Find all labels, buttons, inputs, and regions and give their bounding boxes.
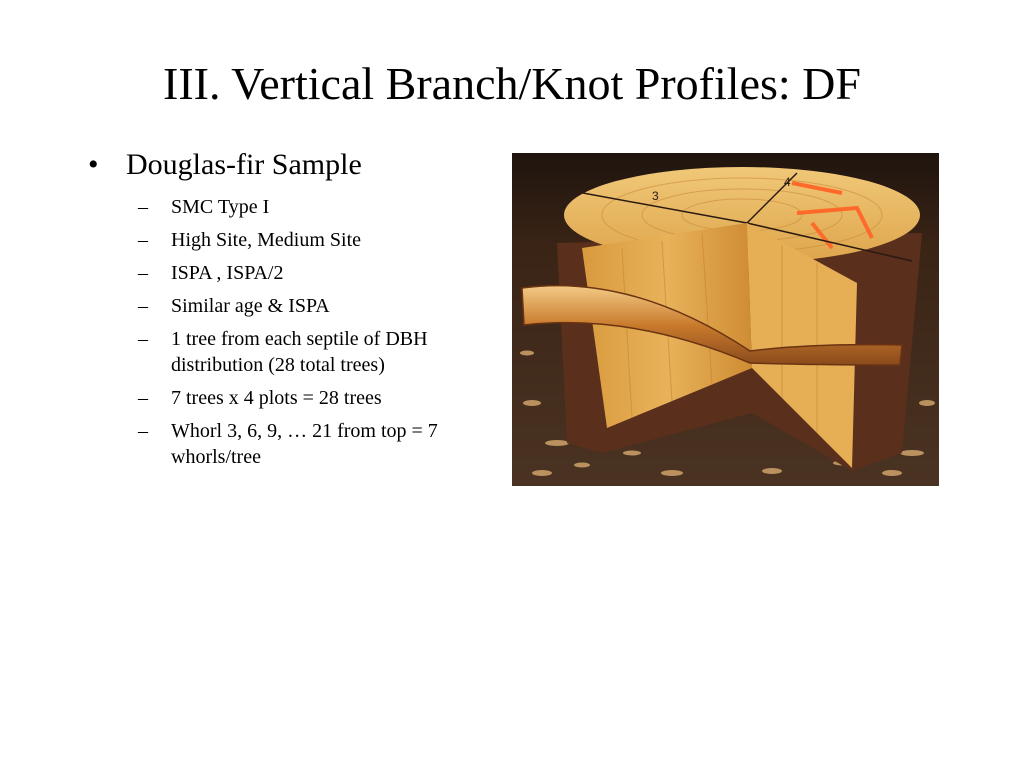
slide-title: III. Vertical Branch/Knot Profiles: DF [163,58,861,109]
sub-bullet-item [138,326,488,378]
dash-marker: – [138,294,148,317]
sub-bullet-text: ISPA , ISPA/2 [171,261,284,284]
sub-bullet-text: Similar age & ISPA [171,294,330,317]
sub-bullet-text: High Site, Medium Site [171,228,361,251]
bullet-marker: • [88,148,99,181]
sub-bullet-text: 7 trees x 4 plots = 28 trees [171,386,382,409]
dash-marker: – [138,228,148,251]
sub-bullet-text: SMC Type I [171,195,270,218]
sub-bullet-item [138,418,488,470]
dash-marker: – [138,195,148,218]
bullet-item [88,146,488,184]
bullet-content [88,146,488,477]
mark-4: 4 [784,175,791,189]
sub-bullet-list [138,194,488,470]
sub-bullet-text: Whorl 3, 6, 9, … 21 from top = 7 whorls/tree [171,419,438,468]
sub-bullet-item [138,385,488,411]
sub-bullet-text: 1 tree from each septile of DBH distribution (28 total trees) [171,327,428,376]
dash-marker: – [138,327,148,350]
dash-marker: – [138,261,148,284]
sub-bullet-item [138,194,488,220]
mark-3: 3 [652,189,659,203]
dash-marker: – [138,419,148,442]
sub-bullet-item [138,227,488,253]
sub-bullet-item [138,260,488,286]
log-cross-section-photo [512,153,939,486]
sub-bullet-item [138,293,488,319]
bullet-text: Douglas-fir Sample [126,148,362,181]
dash-marker: – [138,386,148,409]
